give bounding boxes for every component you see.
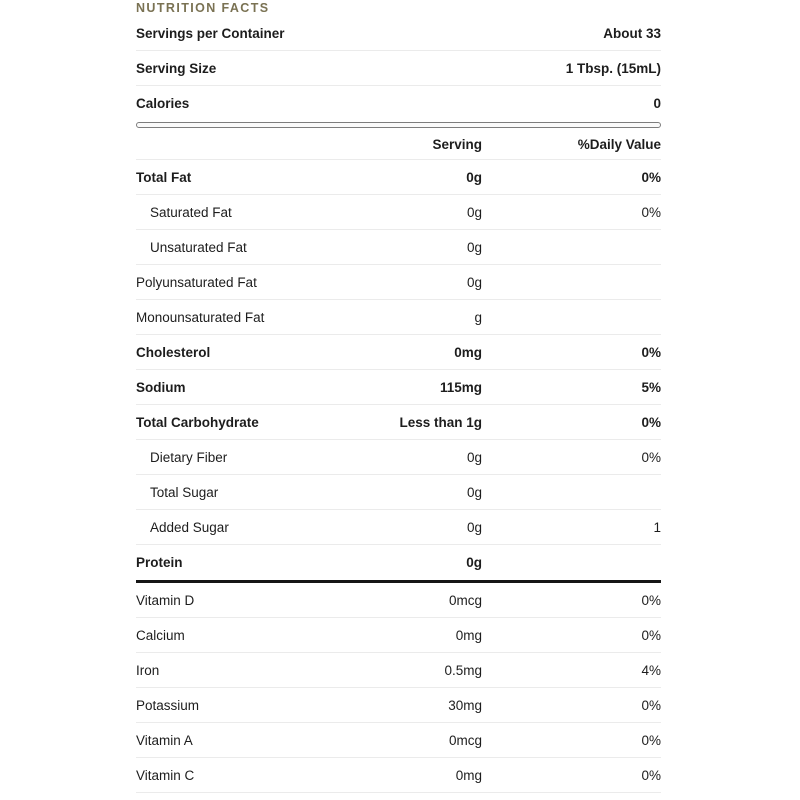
nutrient-daily-value: 4% (641, 662, 661, 678)
nutrient-label: Saturated Fat (150, 204, 232, 220)
nutrient-serving-value: 0g (466, 484, 482, 500)
nutrient-row-unsaturated-fat (136, 230, 661, 265)
nutrient-serving-value: 30mg (448, 697, 482, 713)
nutrient-label: Dietary Fiber (150, 449, 228, 465)
nutrient-label: Monounsaturated Fat (136, 309, 265, 325)
nutrient-serving-value: 0mg (455, 767, 482, 783)
nutrient-daily-value: 0% (641, 414, 661, 430)
nutrient-label: Unsaturated Fat (150, 239, 247, 255)
nutrient-row-dietary-fiber (136, 440, 661, 475)
nutrient-row-polyunsaturated-fat (136, 265, 661, 300)
servings-per-container-label: Servings per Container (136, 25, 285, 41)
micronutrient-row-potassium (136, 688, 661, 723)
nutrient-serving-value: 0g (466, 274, 482, 290)
nutrient-row-total-sugar (136, 475, 661, 510)
serving-column-header: Serving (432, 136, 482, 152)
serving-size-value: 1 Tbsp. (15mL) (565, 60, 661, 76)
nutrient-row-added-sugar (136, 510, 661, 545)
nutrient-serving-value: Less than 1g (399, 414, 482, 430)
nutrient-label: Iron (136, 662, 160, 678)
nutrient-serving-value: 0mcg (448, 592, 482, 608)
nutrient-serving-value: 0g (466, 555, 482, 570)
nutrient-serving-value: 0mcg (448, 732, 482, 748)
nutrient-daily-value: 0% (641, 697, 661, 713)
nutrient-row-monounsaturated-fat (136, 300, 661, 335)
nutrient-daily-value: 5% (641, 379, 661, 395)
column-header-row (136, 129, 661, 160)
nutrient-serving-value: 0mg (454, 344, 482, 360)
nutrient-row-cholesterol (136, 335, 661, 370)
nutrient-label: Vitamin A (136, 732, 193, 748)
nutrient-label: Protein (136, 555, 183, 570)
nutrient-label: Vitamin D (136, 592, 195, 608)
nutrient-daily-value: 0% (641, 449, 661, 465)
nutrient-serving-value: 0.5mg (444, 662, 482, 678)
nutrient-label: Polyunsaturated Fat (136, 274, 257, 290)
servings-per-container-value: About 33 (603, 25, 661, 41)
nutrient-label: Total Carbohydrate (136, 414, 259, 430)
nutrient-row-sodium (136, 370, 661, 405)
nutrient-serving-value: 0g (466, 169, 482, 185)
nutrient-serving-value: 0g (466, 519, 482, 535)
pill-section-divider (136, 122, 661, 128)
micronutrient-row-calcium (136, 618, 661, 653)
nutrient-label: Calcium (136, 627, 185, 643)
nutrient-serving-value: 0g (466, 204, 482, 220)
nutrient-row-saturated-fat (136, 195, 661, 230)
nutrient-daily-value: 0% (641, 767, 661, 783)
info-row-serving-size (136, 51, 661, 86)
nutrient-label: Potassium (136, 697, 200, 713)
micronutrient-row-iron (136, 653, 661, 688)
micronutrient-row-vitamin-a (136, 723, 661, 758)
nutrient-serving-value: 0mg (455, 627, 482, 643)
nutrient-label: Total Sugar (150, 484, 219, 500)
daily-value-column-header: %Daily Value (577, 136, 661, 152)
info-row-servings-per-container (136, 16, 661, 51)
calories-label: Calories (136, 96, 190, 111)
nutrient-row-protein (136, 545, 661, 580)
nutrient-row-total-carbohydrate (136, 405, 661, 440)
nutrient-daily-value: 0% (641, 627, 661, 643)
serving-size-label: Serving Size (136, 60, 217, 76)
nutrient-daily-value: 0% (641, 732, 661, 748)
nutrient-serving-value: g (474, 309, 482, 325)
panel-title: NUTRITION FACTS (136, 1, 270, 15)
nutrient-label: Added Sugar (150, 519, 229, 535)
micronutrient-row-vitamin-d (136, 583, 661, 618)
nutrient-label: Cholesterol (136, 344, 211, 360)
nutrient-serving-value: 0g (466, 239, 482, 255)
micronutrient-row-vitamin-c (136, 758, 661, 793)
nutrient-daily-value: 0% (641, 204, 661, 220)
nutrition-facts-panel (136, 0, 661, 793)
nutrient-serving-value: 0g (466, 449, 482, 465)
nutrient-daily-value: 1 (653, 519, 661, 535)
nutrient-daily-value: 0% (641, 169, 661, 185)
nutrient-label: Vitamin C (136, 767, 195, 783)
info-row-calories (136, 86, 661, 121)
nutrient-serving-value: 115mg (439, 379, 482, 395)
nutrient-daily-value: 0% (641, 592, 661, 608)
nutrient-label: Sodium (136, 379, 186, 395)
nutrient-daily-value: 0% (641, 344, 661, 360)
calories-value: 0 (653, 96, 661, 111)
nutrient-row-total-fat (136, 160, 661, 195)
nutrient-label: Total Fat (136, 169, 192, 185)
